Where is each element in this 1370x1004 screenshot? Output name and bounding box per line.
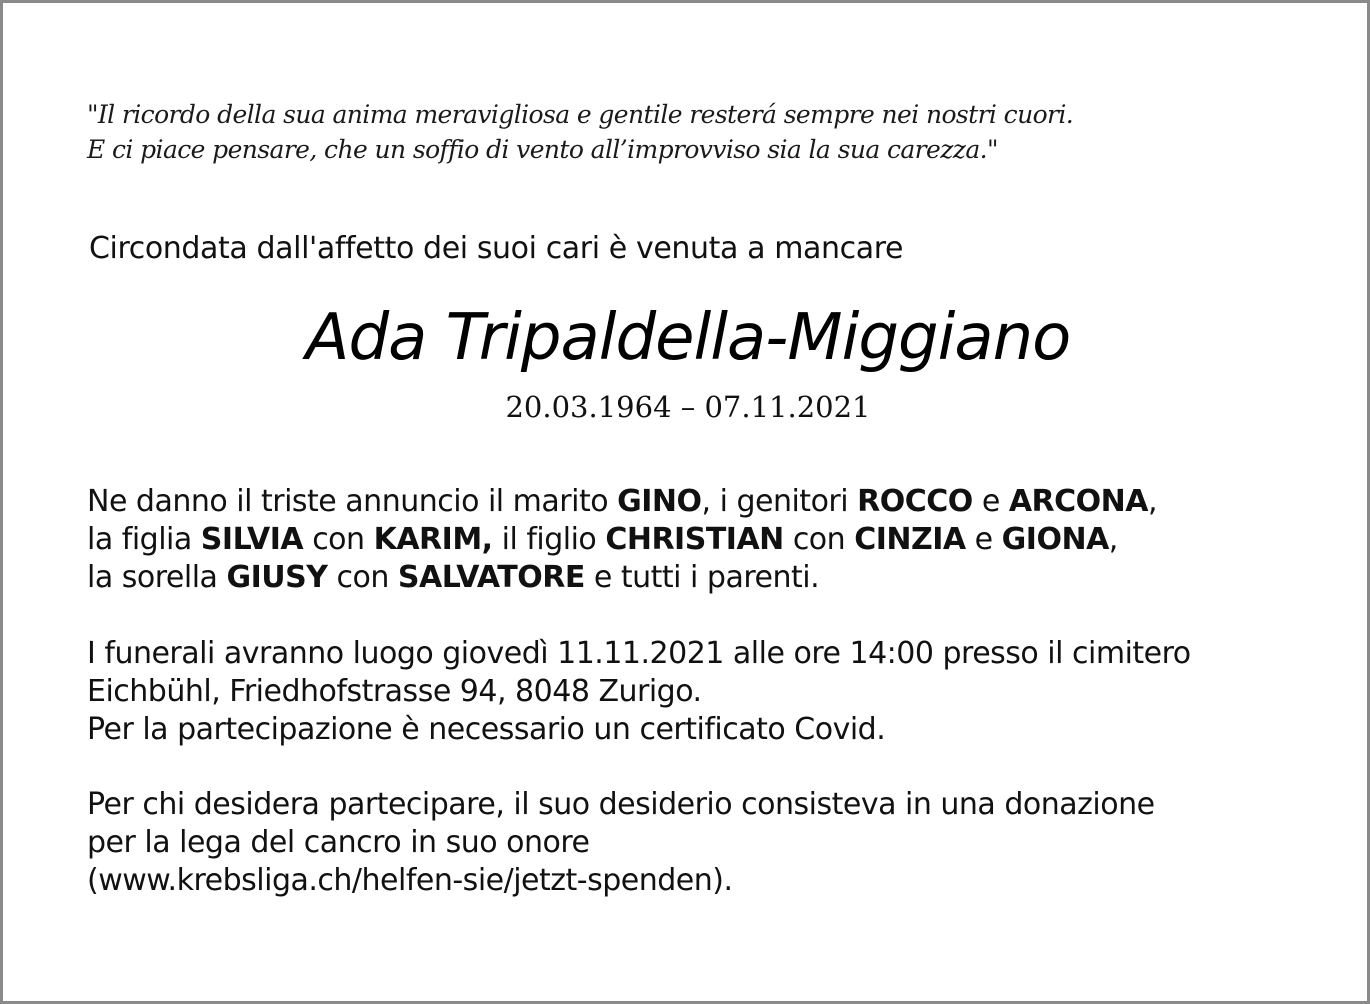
donation-paragraph: [87, 786, 1155, 900]
relative-name: GINO: [617, 484, 702, 519]
relative-name: GIUSY: [226, 560, 328, 595]
text: con: [303, 522, 374, 557]
funeral-paragraph: [87, 635, 1191, 749]
text: la figlia: [87, 522, 201, 557]
relative-name: ROCCO: [857, 484, 973, 519]
relative-name: CHRISTIAN: [605, 522, 784, 557]
deceased-name: Ada Tripaldella-Miggiano: [305, 301, 1071, 375]
announcement-line-1: [87, 483, 1157, 521]
funeral-line-1: I funerali avranno luogo giovedì 11.11.2021 alle ore 14:00 presso il cimitero: [87, 636, 1191, 671]
text: con: [327, 560, 398, 595]
donation-link: (www.krebsliga.ch/helfen-sie/jetzt-spenden).: [87, 863, 733, 898]
intro-text: Circondata dall'affetto dei suoi cari è venuta a mancare: [89, 231, 904, 266]
text: , i genitori: [701, 484, 858, 519]
relative-name: GIONA: [1001, 522, 1109, 557]
announcement-paragraph: [87, 483, 1157, 597]
relative-name: SALVATORE: [397, 560, 585, 595]
relative-name: KARIM,: [373, 522, 493, 557]
donation-line-2: per la lega del cancro in suo onore: [87, 825, 590, 860]
funeral-line-3: Per la partecipazione è necessario un certificato Covid.: [87, 712, 886, 747]
quote-line-2: E ci piace pensare, che un soffio di vento all’improvviso sia la sua carezza.": [87, 135, 998, 164]
relative-name: ARCONA: [1008, 484, 1148, 519]
text: e tutti i parenti.: [584, 560, 820, 595]
text: Ne danno il triste annuncio il marito: [87, 484, 618, 519]
relative-name: SILVIA: [200, 522, 304, 557]
life-dates: 20.03.1964 – 07.11.2021: [505, 390, 871, 424]
text: ,: [1147, 484, 1158, 519]
announcement-line-3: [87, 559, 1157, 597]
text: con: [783, 522, 855, 557]
text: e: [965, 522, 1002, 557]
announcement-line-2: [87, 521, 1157, 559]
donation-line-1: Per chi desidera partecipare, il suo desiderio consisteva in una donazione: [87, 787, 1155, 822]
funeral-line-2: Eichbühl, Friedhofstrasse 94, 8048 Zurigo.: [87, 674, 702, 709]
quote-line-1: "Il ricordo della sua anima meravigliosa e gentile resterá sempre nei nostri cuori.: [87, 100, 1074, 129]
relative-name: CINZIA: [854, 522, 966, 557]
memorial-quote: [87, 97, 1073, 167]
text: ,: [1108, 522, 1118, 557]
text: il figlio: [492, 522, 606, 557]
text: e: [972, 484, 1009, 519]
text: la sorella: [87, 560, 227, 595]
